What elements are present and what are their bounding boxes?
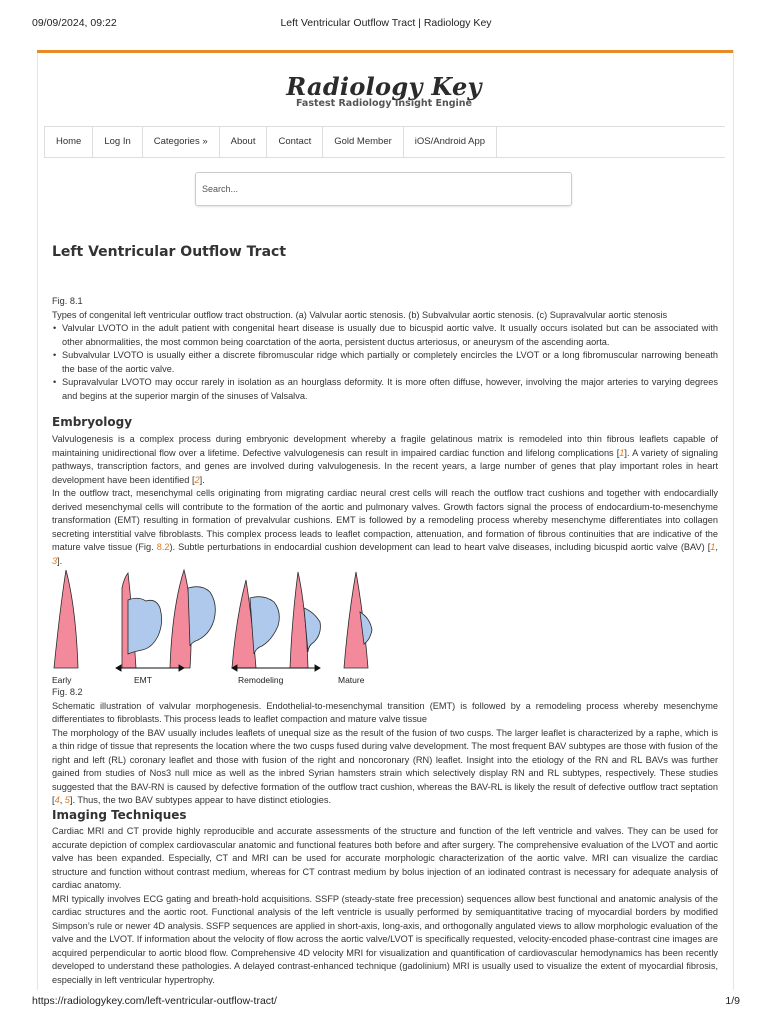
text-span: ). Subtle perturbations in endocardial cushion development can lead to heart valve diseases, including bicuspid aortic valve (BAV) [ [169, 542, 711, 552]
article-title: Left Ventricular Outflow Tract [52, 244, 287, 260]
print-url: https://radiologykey.com/left-ventricular-outflow-tract/ [32, 995, 277, 1007]
fig82-label: Fig. 8.2 [52, 687, 83, 697]
valve-morphogenesis-figure [52, 568, 407, 686]
fig81-caption: Types of congenital left ventricular outflow tract obstruction. (a) Valvular aortic stenosis. (b) Subvalvular aortic stenosis. (c) Supravalvular aortic stenosis [52, 309, 668, 320]
site-logo[interactable] [0, 72, 768, 109]
reference-link[interactable]: 2 [194, 474, 200, 485]
lvoto-list [52, 322, 718, 403]
fig81-block [52, 295, 718, 403]
logo-tagline: Fastest Radiology Insight Engine [295, 98, 472, 109]
accent-top-bar [37, 50, 733, 53]
fig82-caption: Schematic illustration of valvular morphogenesis. Endothelial-to-mesenchymal transition (EMT) is followed by a remodeling process whereby mesenchyme differentiates to fibroblasts. This process leads to leaflet compaction and mature valve tissue [52, 700, 718, 724]
print-footer [32, 995, 740, 1009]
reference-link[interactable]: 1 [619, 447, 625, 458]
embryology-text [52, 433, 718, 568]
text-span: ]. [199, 474, 205, 485]
list-item: • Valvular LVOTO in the adult patient with congenital heart disease is usually due to bicuspid aortic valve. It usually occurs isolated but can be associated with other abnormalities, the most common being coarctation of the aorta, persistent ductus arteriosus, or aneurysm of the ascending aorta. [62, 322, 718, 349]
main-nav [44, 126, 725, 158]
early-leaflet [54, 570, 78, 668]
nav-app[interactable]: iOS/Android App [404, 127, 497, 157]
imaging-paragraph-2: MRI typically involves ECG gating and breath-hold acquisitions. SSFP (steady-state free precession) sequences allow best functional and anatomic analysis of the cardiac structures and the aortic root. Functional analysis of the left ventricle is usually performed by semiquantitative tracing of myocardial borders by modified Simpson’s rule or newer 4D analysis. SSFP sequences are applied in short-axis, long-axis, and orthogonally angulated views to allow morphologic evaluation of the valve and the LVOT. If information about the velocity of flow across the aortic valve/LVOT is specifically requested, velocity-encoded phase-contrast cine images are acquired perpendicular to aortic blood flow. Comprehensive 4D velocity MRI for visualization and quantification of cardiovascular hemodynamics has been recently developed to understand these pathologies. A delayed contrast-enhanced technique (gadolinium) MRI is usually used to visualize the extent of myocardial fibrosis, especially in left ventricular hypertrophy. [52, 893, 718, 985]
print-page-number: 1/9 [725, 995, 740, 1007]
text-span: Valvulogenesis is a complex process during embryonic development whereby a fragile gelatinous matrix is remodeled into thin fibrous leaflets capable of maintaining unidirectional flow over a lifetime. Defective valvulogenesis can result in impaired cardiac function and lifelong complications [ [52, 434, 718, 458]
reference-link[interactable]: 4 [54, 795, 60, 805]
search-box [195, 172, 572, 206]
print-title: Left Ventricular Outflow Tract | Radiology Key [280, 17, 492, 29]
nav-about[interactable]: About [220, 127, 268, 157]
print-header [32, 17, 740, 31]
label-remodeling: Remodeling [238, 675, 284, 685]
nav-login[interactable]: Log In [93, 127, 142, 157]
text-span: In the outflow tract, mesenchymal cells originating from migrating cardiac neural crest cells will reach the outflow tract cushions and together with endocardially derived mesenchymal cells will contribute to the formation of the aortic and pulmonary valves. Growth factors signal the process of endocardium-to-mesenchyme transformation (EMT) resulting in formation of prevalvular cushions. EMT is followed by a remodeling process whereby mesenchyme differentiates into collagen secreting interstitial valve fibroblasts. This complex process leads to leaflet compaction, attenuation, and formation of fibrous continuities that are indicative of the mature valve tissue (Fig. [52, 488, 718, 552]
embryology-paragraph-1 [52, 433, 718, 487]
fig81-label: Fig. 8.1 [52, 296, 83, 306]
label-mature: Mature [338, 675, 365, 685]
remodeling-stage-1 [232, 580, 279, 668]
fig82-block [52, 686, 718, 808]
figure-link[interactable]: 8.2 [156, 542, 170, 552]
text-span: The morphology of the BAV usually includes leaflets of unequal size as the result of the fusion of two cusps. The larger leaflet is characterized by a raphe, which is a thin ridge of tissue that represents the location where the two cusps fused during valve development. The most frequent BAV subtypes are those with fusion of the right and left (RL) coronary leaflet and those with fusion of the right and noncoronary (RN) leaflet. Insight into the etiology of the RN and RL BAVs was further gained from studies of Nos3 null mice as well as the inbred Syrian hamsters strain which selectively display RN and RL subtypes, respectively. These studies suggested that the BAV-RN is caused by defective formation of the outflow tract cushion, whereas the BAV-RL is likely the result of defective outflow tract septation [ [52, 727, 718, 805]
nav-contact[interactable]: Contact [267, 127, 323, 157]
text-span: ]. A variety of signaling pathways, transcription factors, and genes are involved during valvulogenesis. In the recent years, a large number of genes that play important roles in heart development have been identified [ [52, 447, 718, 485]
search-input[interactable] [196, 173, 568, 205]
text-span: ]. Thus, the two BAV subtypes appear to have distinct etiologies. [69, 795, 332, 805]
text-span: ]. [57, 555, 63, 566]
nav-categories[interactable]: Categories » [143, 127, 220, 157]
list-item: • Subvalvular LVOTO is usually either a discrete fibromuscular ridge which partially or completely encircles the LVOT or a long fibromuscular narrowing beneath the base of the aortic valve. [62, 349, 718, 376]
remodeling-stage-2 [290, 572, 320, 668]
emt-stage-1 [122, 573, 162, 668]
list-item: • Supravalvular LVOTO may occur rarely in isolation as an hourglass deformity. It is more often diffuse, however, involving the major arteries to varying degrees and begins at the superior margin of the sinuses of Valsalva. [62, 376, 718, 403]
reference-link[interactable]: 5 [64, 795, 70, 805]
mature-leaflet [344, 572, 372, 668]
reference-link[interactable]: 3 [52, 555, 58, 566]
logo-title[interactable]: Radiology Key [286, 72, 482, 101]
text-span: , [59, 795, 65, 805]
text-span: , [715, 542, 718, 552]
embryology-paragraph-2 [52, 487, 718, 568]
bav-paragraph [52, 727, 718, 808]
nav-home[interactable]: Home [44, 127, 93, 157]
imaging-paragraph-1: Cardiac MRI and CT provide highly reproducible and accurate assessments of the structure and function of the left ventricle and valves. They can be used for accurate depiction of complex cardiovascular anatomic and functional features both before and after surgery. The comprehensive evaluation of the LVOT and aortic valve has been expanded. Especially, CT and MRI can be used for accurate morphologic characterization of the aortic valve. MRI can visualize the cardiac structure and function without contrast medium, whereas for CT contrast medium by bolus injection of an iodinated contrast is necessary for adequate analysis of cardiac anatomy. [52, 826, 718, 890]
label-early: Early [52, 675, 72, 685]
imaging-heading: Imaging Techniques [52, 808, 187, 822]
label-emt: EMT [134, 675, 152, 685]
nav-gold-member[interactable]: Gold Member [323, 127, 404, 157]
print-date: 09/09/2024, 09:22 [32, 17, 117, 29]
embryology-heading: Embryology [52, 415, 133, 429]
imaging-text [52, 825, 718, 987]
reference-link[interactable]: 1 [710, 542, 716, 552]
emt-stage-2 [170, 570, 215, 668]
